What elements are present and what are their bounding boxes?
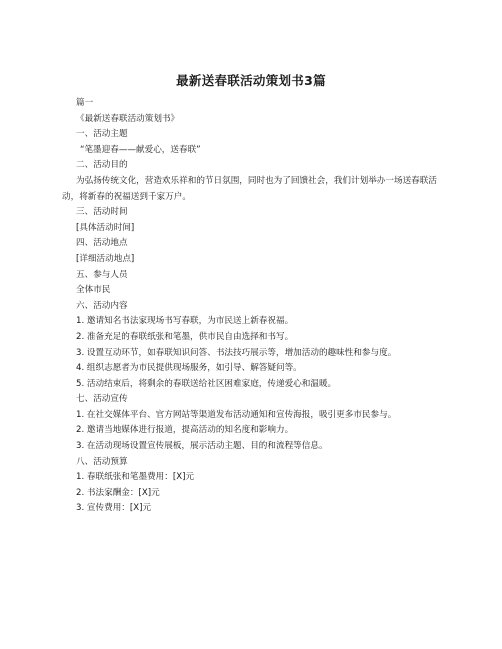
content-item-1: 1. 邀请知名书法家现场书写春联，为市民送上新春祝福。 — [76, 316, 294, 327]
purpose-paragraph: 为弘扬传统文化，营造欢乐祥和的节日氛围，同时也为了回馈社会，我们计划举办一场送春联活动，将新春的祝福送到千家万户。 — [62, 175, 437, 202]
location-text: [详细活动地点] — [76, 253, 135, 264]
theme-text: “笔墨迎春——献爱心，送春联” — [80, 144, 201, 155]
promotion-item-3: 3. 在活动现场设置宣传展板，展示活动主题、目的和流程等信息。 — [76, 441, 328, 452]
document-title: 最新送春联活动策划书3篇 — [176, 73, 326, 88]
book-title: 《最新送春联活动策划书》 — [76, 113, 180, 124]
heading-content: 六、活动内容 — [76, 300, 128, 311]
budget-item-1: 1. 春联纸张和笔墨费用：[X]元 — [76, 472, 195, 483]
heading-promotion: 七、活动宣传 — [76, 394, 128, 405]
time-text: [具体活动时间] — [76, 222, 135, 233]
content-item-5: 5. 活动结束后，将剩余的春联送给社区困难家庭，传递爱心和温暖。 — [76, 378, 337, 389]
budget-item-3: 3. 宣传费用：[X]元 — [76, 503, 152, 514]
heading-theme: 一、活动主题 — [76, 129, 128, 140]
content-item-2: 2. 准备充足的春联纸张和笔墨，供市民自由选择和书写。 — [76, 331, 294, 342]
heading-location: 四、活动地点 — [76, 238, 128, 249]
content-item-4: 4. 组织志愿者为市民提供现场服务，如引导、解答疑问等。 — [76, 363, 302, 374]
promotion-item-2: 2. 邀请当地媒体进行报道，提高活动的知名度和影响力。 — [76, 425, 294, 436]
heading-purpose: 二、活动目的 — [76, 160, 128, 171]
content-item-3: 3. 设置互动环节，如春联知识问答、书法技巧展示等，增加活动的趣味性和参与度。 — [76, 347, 397, 358]
document-body — [62, 96, 446, 517]
heading-participants: 五、参与人员 — [76, 269, 128, 280]
section-label: 篇一 — [76, 98, 94, 108]
heading-budget: 八、活动预算 — [76, 456, 128, 467]
heading-time: 三、活动时间 — [76, 207, 128, 218]
participants-text: 全体市民 — [76, 285, 111, 296]
promotion-item-1: 1. 在社交媒体平台、官方网站等渠道发布活动通知和宣传海报，吸引更多市民参与。 — [76, 409, 397, 420]
budget-item-2: 2. 书法家酬金：[X]元 — [76, 487, 160, 498]
